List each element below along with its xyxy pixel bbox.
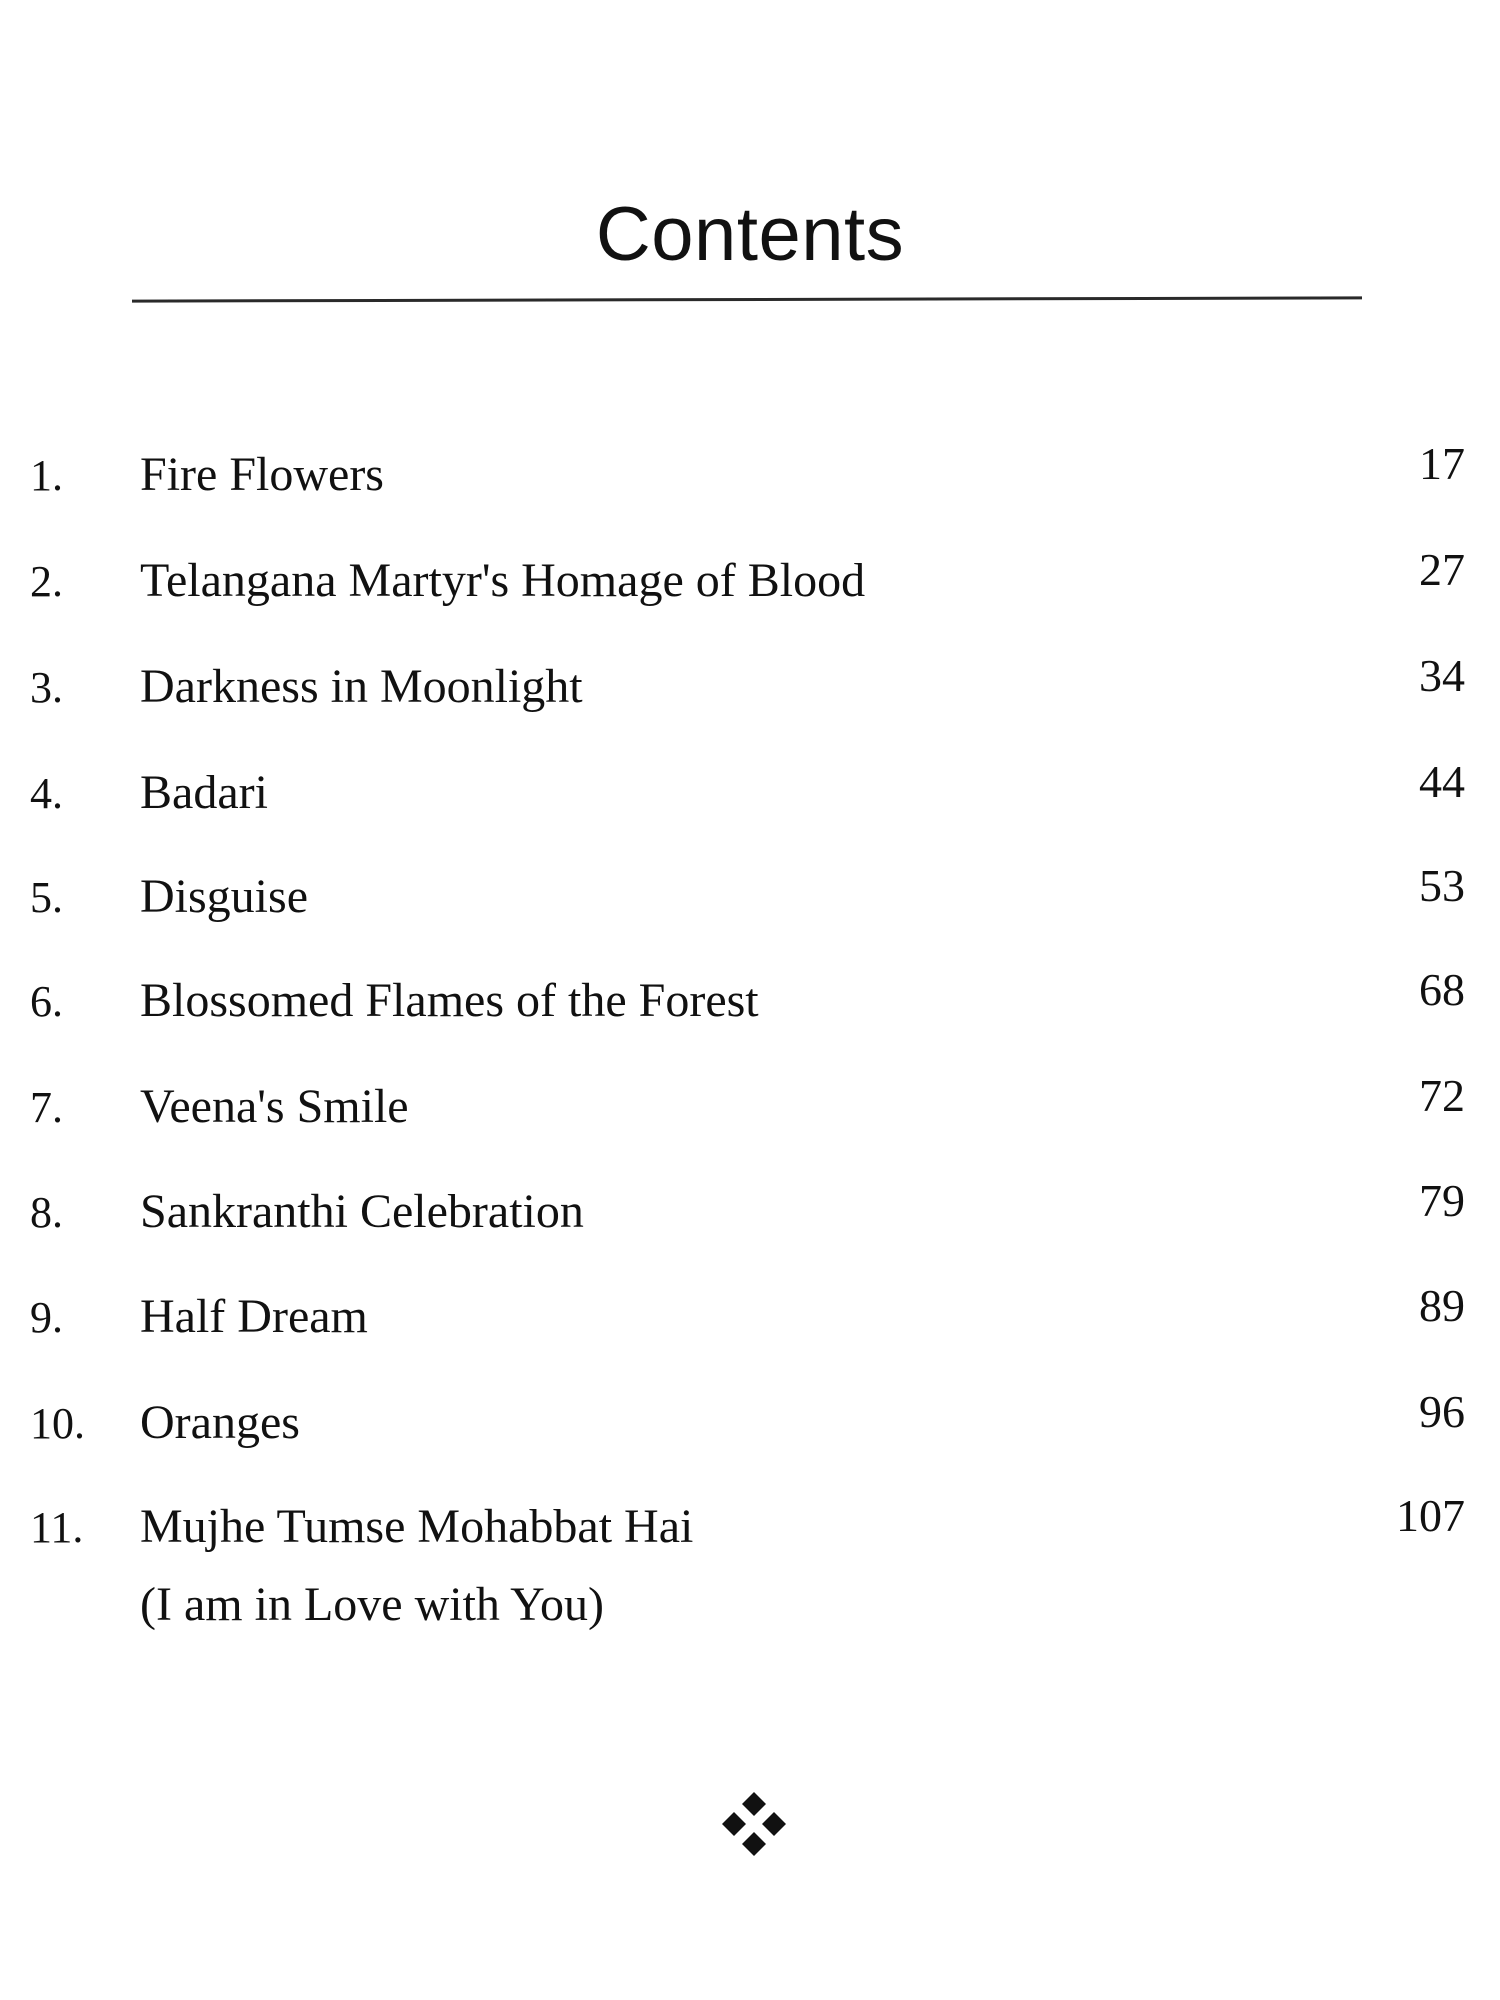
entry-page-number: 79 bbox=[1419, 1175, 1465, 1226]
entry-number: 11. bbox=[30, 1503, 84, 1552]
entry-title bbox=[140, 542, 865, 620]
entry-number: 4. bbox=[30, 769, 63, 818]
entry-title bbox=[140, 648, 583, 726]
toc-entry[interactable] bbox=[0, 756, 1500, 846]
entry-title-text: Veena's Smile bbox=[140, 1080, 409, 1133]
entry-number: 10. bbox=[30, 1399, 85, 1448]
entry-title bbox=[140, 1384, 300, 1462]
entry-number: 3. bbox=[30, 663, 63, 712]
entry-page-number: 17 bbox=[1419, 438, 1465, 489]
toc-entry[interactable] bbox=[0, 544, 1500, 634]
entry-title-text: Fire Flowers bbox=[140, 448, 384, 501]
entry-page-number: 34 bbox=[1419, 650, 1465, 701]
title-divider bbox=[132, 296, 1362, 302]
entry-title bbox=[140, 436, 384, 514]
toc-entry[interactable] bbox=[0, 860, 1500, 950]
toc-entry[interactable] bbox=[0, 1280, 1500, 1370]
entry-title bbox=[140, 1488, 693, 1644]
entry-title bbox=[140, 1278, 368, 1356]
toc-entry[interactable] bbox=[0, 1070, 1500, 1160]
entry-title-text: Blossomed Flames of the Forest bbox=[140, 974, 759, 1027]
entry-title-text: Telangana Martyr's Homage of Blood bbox=[140, 554, 866, 607]
toc-entry[interactable] bbox=[0, 650, 1500, 740]
entry-title bbox=[140, 754, 268, 832]
entry-number: 5. bbox=[30, 873, 63, 922]
entry-subtitle-text: (I am in Love with You) bbox=[140, 1578, 604, 1631]
entry-number: 6. bbox=[30, 977, 63, 1026]
entry-number: 1. bbox=[30, 451, 63, 500]
entry-title-text: Disguise bbox=[140, 870, 308, 923]
entry-title-text: Mujhe Tumse Mohabbat Hai bbox=[140, 1500, 694, 1553]
entry-title-text: Darkness in Moonlight bbox=[140, 660, 583, 713]
entry-title bbox=[140, 1173, 584, 1251]
entry-number: 7. bbox=[30, 1083, 63, 1132]
entry-title bbox=[140, 858, 308, 936]
toc-entry[interactable] bbox=[0, 438, 1500, 528]
entry-page-number: 96 bbox=[1419, 1386, 1465, 1437]
toc-entry[interactable] bbox=[0, 964, 1500, 1054]
page-title: Contents bbox=[595, 192, 905, 277]
entry-page-number: 44 bbox=[1419, 756, 1465, 807]
entry-page-number: 53 bbox=[1419, 860, 1465, 911]
entry-number: 8. bbox=[30, 1188, 63, 1237]
entry-number: 9. bbox=[30, 1293, 63, 1342]
entry-title bbox=[140, 1068, 409, 1146]
entry-page-number: 72 bbox=[1419, 1070, 1465, 1121]
entry-page-number: 68 bbox=[1419, 964, 1465, 1015]
entry-number: 2. bbox=[30, 557, 63, 606]
toc-entry[interactable] bbox=[0, 1386, 1500, 1476]
toc-entry[interactable] bbox=[0, 1175, 1500, 1265]
entry-title-text: Badari bbox=[140, 766, 268, 819]
entry-title-text: Half Dream bbox=[140, 1290, 368, 1343]
entry-page-number: 107 bbox=[1396, 1490, 1465, 1541]
toc-entry[interactable] bbox=[0, 1490, 1500, 1660]
entry-page-number: 89 bbox=[1419, 1280, 1465, 1331]
entry-page-number: 27 bbox=[1419, 544, 1465, 595]
entry-title-text: Oranges bbox=[140, 1396, 300, 1449]
entry-title-text: Sankranthi Celebration bbox=[140, 1185, 584, 1238]
four-diamond-ornament-icon bbox=[720, 1790, 788, 1858]
entry-title bbox=[140, 962, 759, 1040]
